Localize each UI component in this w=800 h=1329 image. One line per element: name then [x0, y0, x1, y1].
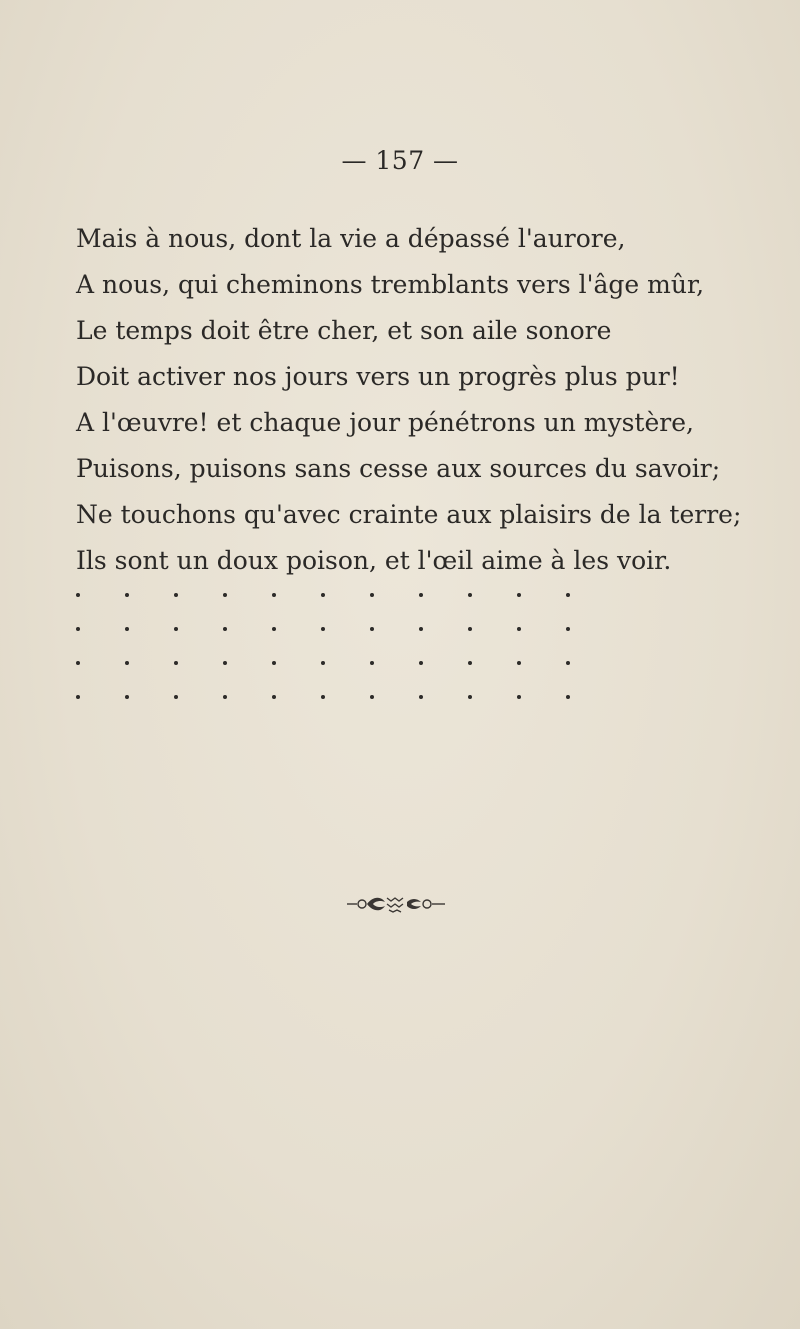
ellipsis-dot [321, 593, 325, 597]
dot-row [76, 612, 570, 646]
ellipsis-dot [174, 695, 178, 699]
poem-line: A nous, qui cheminons tremblants vers l'âge mûr, [76, 270, 705, 299]
ellipsis-dot [174, 661, 178, 665]
ellipsis-dot [370, 627, 374, 631]
ornament-icon [345, 892, 455, 916]
ellipsis-dot [223, 627, 227, 631]
ellipsis-dot [566, 661, 570, 665]
poem-line: Mais à nous, dont la vie a dépassé l'aurore, [76, 224, 626, 253]
ellipsis-dot [76, 593, 80, 597]
dot-row [76, 578, 570, 612]
ellipsis-dot [174, 593, 178, 597]
ellipsis-dot [125, 593, 129, 597]
ellipsis-dot [321, 695, 325, 699]
ellipsis-dot [566, 627, 570, 631]
poem-line: Doit activer nos jours vers un progrès plus pur! [76, 362, 680, 391]
ellipsis-dot [321, 627, 325, 631]
ellipsis-dot [419, 593, 423, 597]
ellipsis-dot [272, 695, 276, 699]
ellipsis-dot [370, 695, 374, 699]
ellipsis-dot [272, 593, 276, 597]
ellipsis-dot [370, 593, 374, 597]
ellipsis-dot [468, 661, 472, 665]
dot-row [76, 646, 570, 680]
ellipsis-dot [76, 661, 80, 665]
poem-line: Ils sont un doux poison, et l'œil aime à les voir. [76, 546, 672, 575]
poem-line: A l'œuvre! et chaque jour pénétrons un mystère, [76, 408, 694, 437]
poem-line: Ne touchons qu'avec crainte aux plaisirs de la terre; [76, 500, 742, 529]
ellipsis-dot [468, 695, 472, 699]
ellipsis-dot [419, 627, 423, 631]
ellipsis-dot [370, 661, 374, 665]
ellipsis-dot [468, 593, 472, 597]
ellipsis-dot [125, 695, 129, 699]
tailpiece-ornament [0, 892, 800, 921]
ellipsis-dot [272, 627, 276, 631]
page-number: — 157 — [341, 146, 459, 175]
ellipsis-dot [272, 661, 276, 665]
poem-stanza [76, 216, 742, 584]
ellipsis-dot [419, 695, 423, 699]
ellipsis-dot [517, 593, 521, 597]
poem-line: Le temps doit être cher, et son aile sonore [76, 316, 612, 345]
ellipsis-dot [566, 695, 570, 699]
ellipsis-dot [321, 661, 325, 665]
ellipsis-dot [174, 627, 178, 631]
ellipsis-dot [566, 593, 570, 597]
omission-dots [76, 578, 576, 714]
ellipsis-dot [517, 627, 521, 631]
ellipsis-dot [517, 661, 521, 665]
ellipsis-dot [468, 627, 472, 631]
dot-row [76, 680, 570, 714]
poem-line: Puisons, puisons sans cesse aux sources du savoir; [76, 454, 721, 483]
ellipsis-dot [125, 627, 129, 631]
ellipsis-dot [223, 695, 227, 699]
ellipsis-dot [76, 627, 80, 631]
ellipsis-dot [419, 661, 423, 665]
ellipsis-dot [76, 695, 80, 699]
ellipsis-dot [517, 695, 521, 699]
ellipsis-dot [223, 593, 227, 597]
ellipsis-dot [125, 661, 129, 665]
ellipsis-dot [223, 661, 227, 665]
